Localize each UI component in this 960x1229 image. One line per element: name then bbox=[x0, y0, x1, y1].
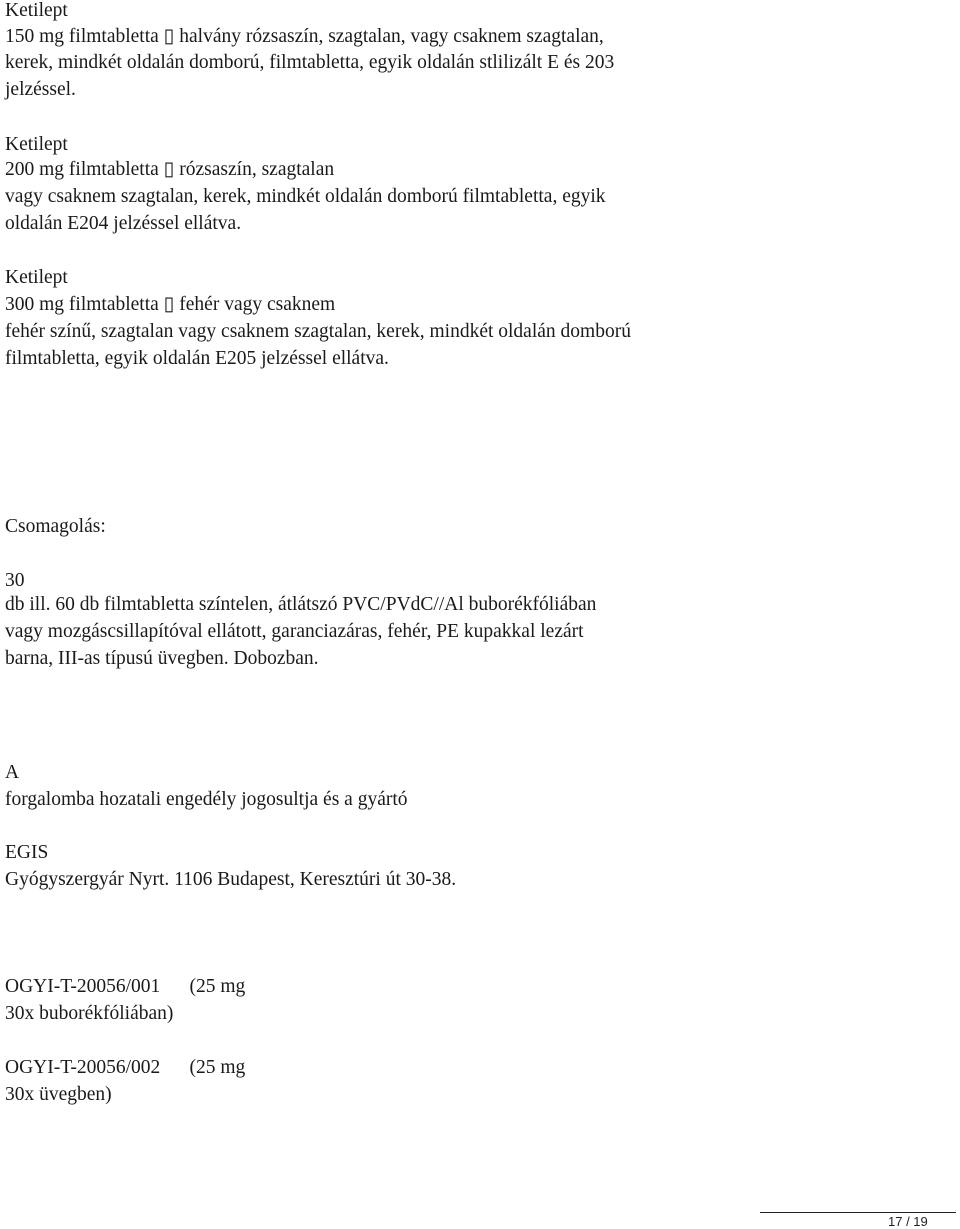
text-line: kerek, mindkét oldalán domború, filmtabletta, egyik oldalán stlilizált E és 203 bbox=[5, 52, 615, 73]
registration-number: OGYI-T-20056/001 (25 mg bbox=[5, 976, 246, 997]
text-line: barna, III-as típusú üvegben. Dobozban. bbox=[5, 648, 319, 669]
text-line: 30x buborékfóliában) bbox=[5, 1003, 174, 1024]
section-heading-packaging: Csomagolás: bbox=[5, 516, 106, 537]
text-line: filmtabletta, egyik oldalán E205 jelzéssel ellátva. bbox=[5, 348, 389, 369]
text-line: vagy mozgáscsillapítóval ellátott, garanciazáras, fehér, PE kupakkal lezárt bbox=[5, 621, 584, 642]
product-heading: Ketilept bbox=[5, 267, 68, 288]
text-line: jelzéssel. bbox=[5, 79, 76, 100]
text-line: fehér színű, szagtalan vagy csaknem szagtalan, kerek, mindkét oldalán domború bbox=[5, 321, 631, 342]
text-line: 150 mg filmtabletta ▯ halvány rózsaszín, szagtalan, vagy csaknem szagtalan, bbox=[5, 26, 604, 47]
text-line: 30 bbox=[5, 570, 25, 591]
text-line: vagy csaknem szagtalan, kerek, mindkét oldalán domború filmtabletta, egyik bbox=[5, 186, 606, 207]
section-heading-holder: forgalomba hozatali engedély jogosultja és a gyártó bbox=[5, 789, 408, 810]
text-line: 30x üvegben) bbox=[5, 1084, 112, 1105]
product-heading: Ketilept bbox=[5, 0, 68, 21]
product-heading: Ketilept bbox=[5, 134, 68, 155]
text-line: A bbox=[5, 762, 20, 783]
text-line: oldalán E204 jelzéssel ellátva. bbox=[5, 213, 242, 234]
text-line: db ill. 60 db filmtabletta színtelen, átlátszó PVC/PVdC//Al buborékfóliában bbox=[5, 594, 597, 615]
text-line: 200 mg filmtabletta ▯ rózsaszín, szagtalan bbox=[5, 159, 335, 180]
text-line: 300 mg filmtabletta ▯ fehér vagy csaknem bbox=[5, 294, 336, 315]
manufacturer-address: Gyógyszergyár Nyrt. 1106 Budapest, Keresztúri út 30-38. bbox=[5, 869, 457, 890]
text-line: EGIS bbox=[5, 842, 49, 863]
registration-number: OGYI-T-20056/002 (25 mg bbox=[5, 1057, 246, 1078]
footer-divider bbox=[760, 1212, 956, 1213]
page-number: 17 / 19 bbox=[888, 1214, 928, 1229]
